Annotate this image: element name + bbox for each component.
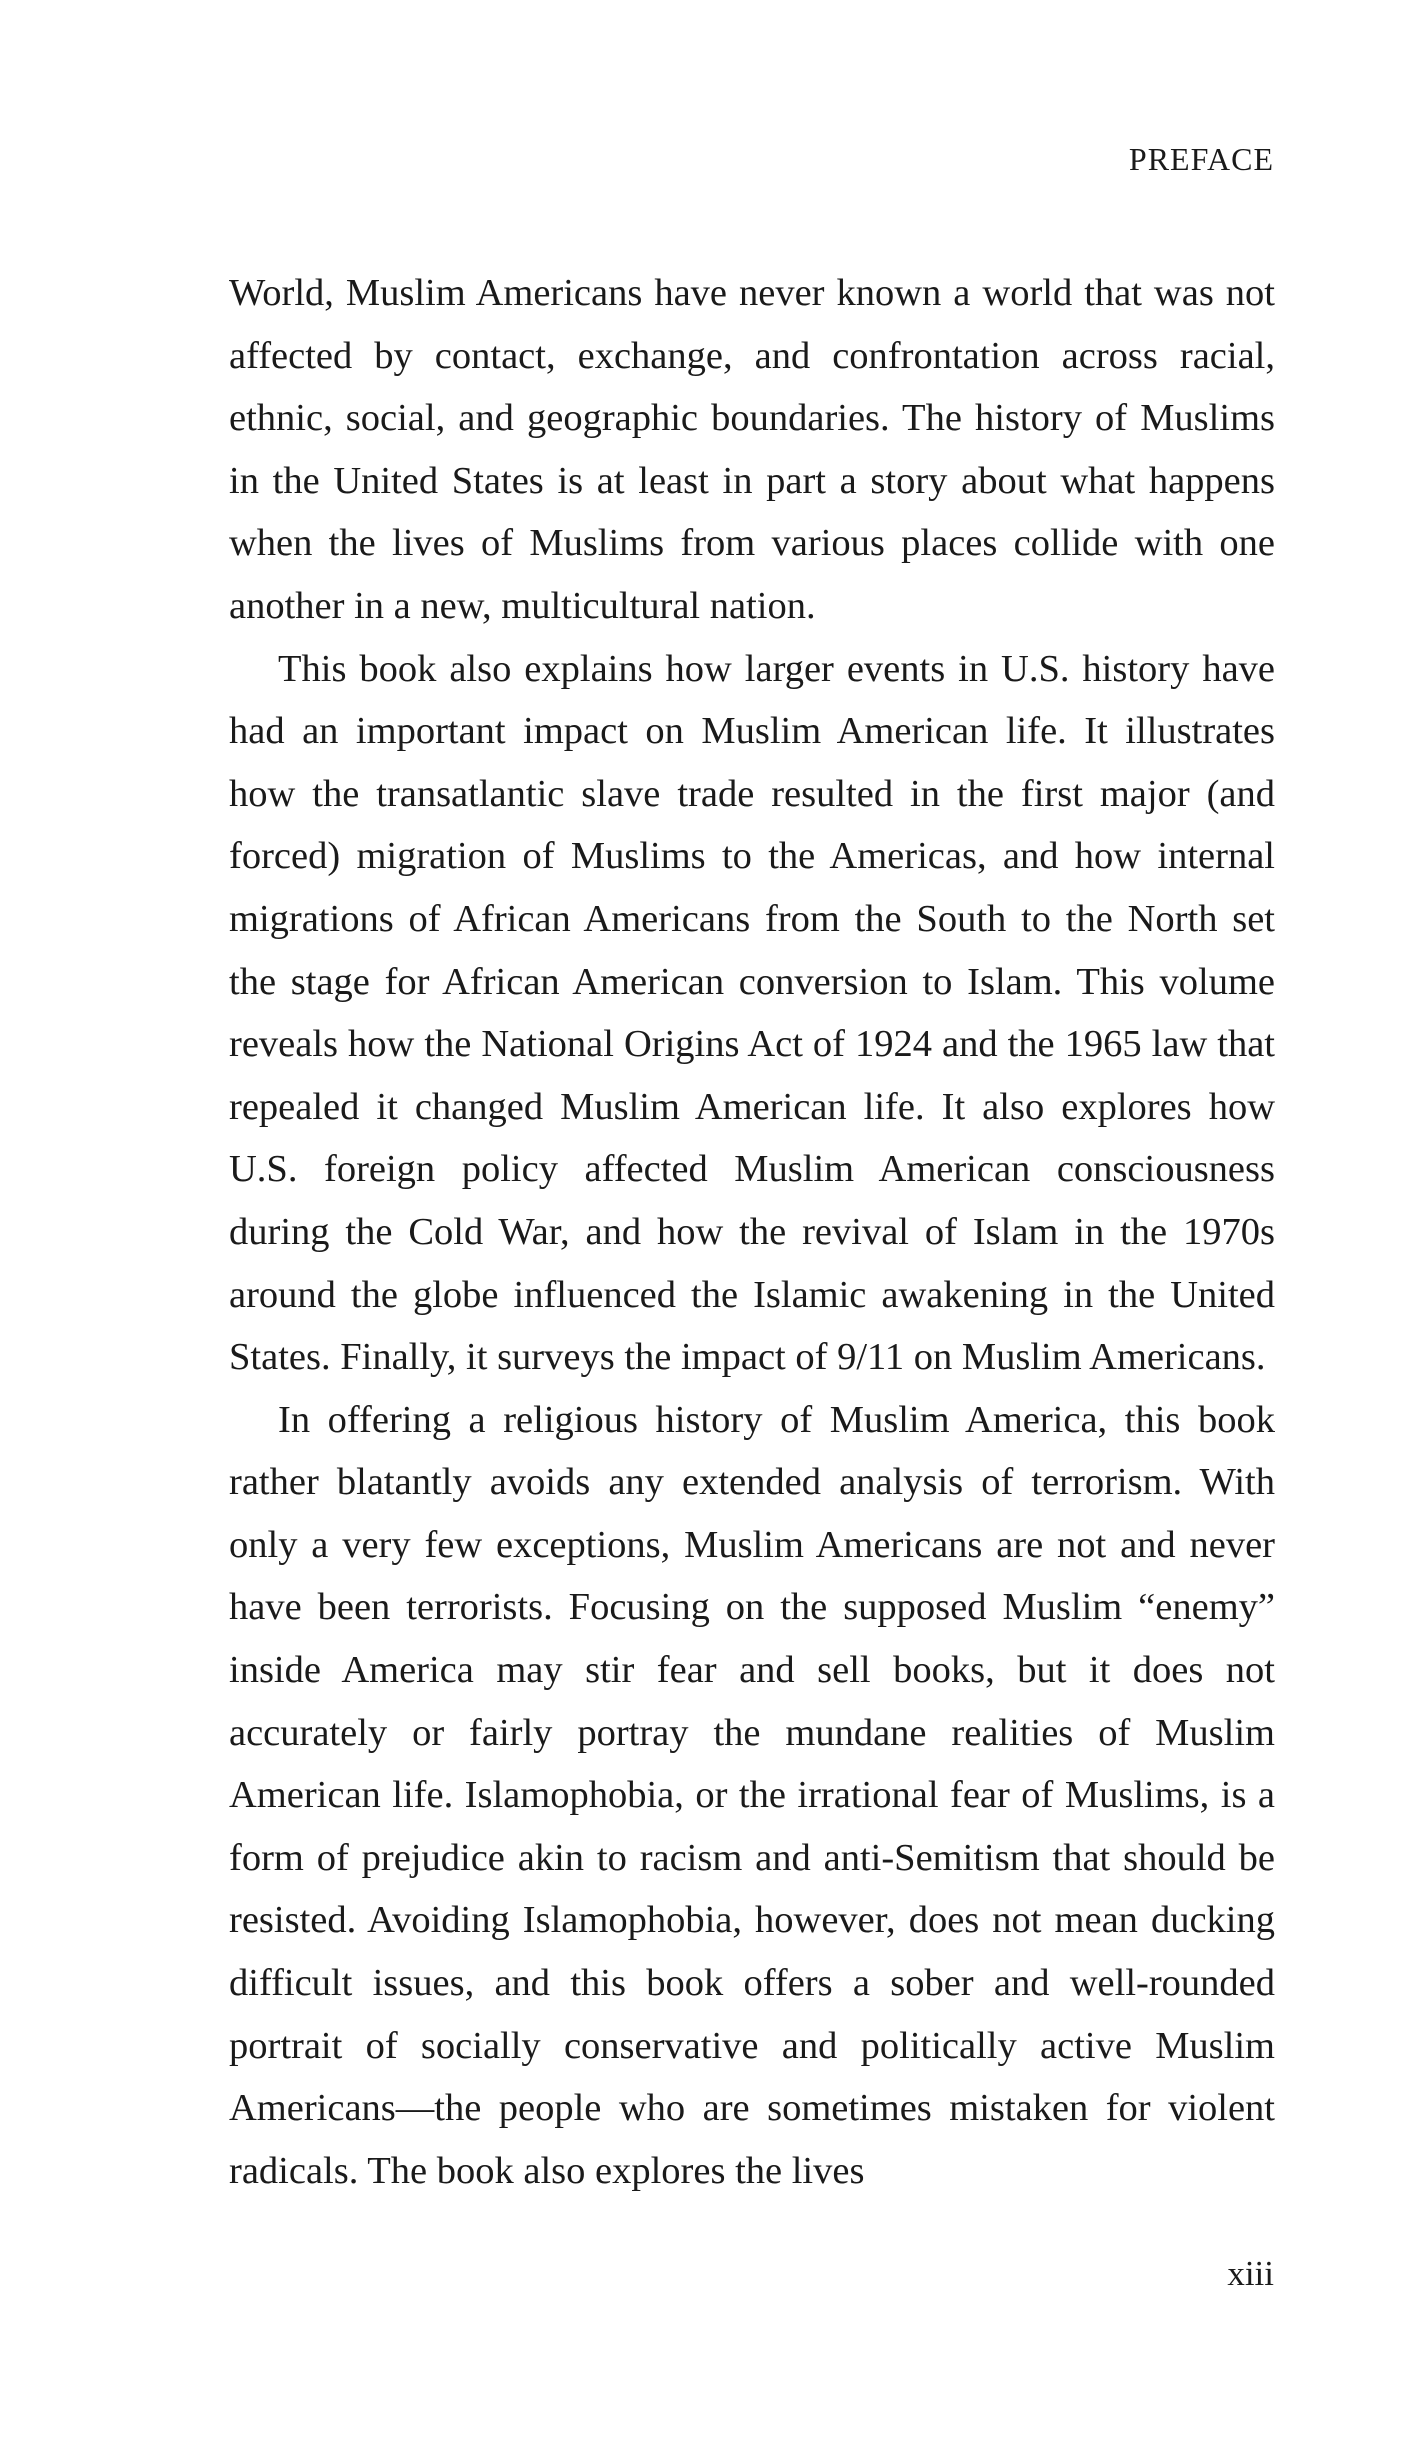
paragraph-terrorism: In offering a religious history of Muslim America, this book rather blatantly avoids any extended analysis of terrorism. With only a very few exceptions, Muslim Americans are not and never have been terrorists. Focusing on the supposed Muslim “enemy” inside America may stir fear and sell books, but it does not accurately or fairly portray the mundane realities of Muslim American life. Islamophobia, or the irrational fear of Muslims, is a form of prejudice akin to racism and anti-Semitism that should be resisted. Avoiding Islamophobia, however, does not mean ducking difficult issues, and this book offers a sober and well-rounded portrait of socially conservative and politically active Muslim Americans—the people who are sometimes mistaken for violent radicals. The book also explores the lives <box>229 1398 1275 2192</box>
paragraph-continued: World, Muslim Americans have never known a world that was not affected by contact, exchange, and confrontation across racial, ethnic, social, and geographic boundaries. The history of Muslims in the United States is at least in part a story about what happens when the lives of Muslims from various places collide with one another in a new, multicultural nation. <box>229 272 1275 627</box>
page-number: xiii <box>1227 2254 1274 2293</box>
body-text <box>229 262 1275 2202</box>
running-head: PREFACE <box>1128 141 1274 177</box>
paragraph-us-history: This book also explains how larger events in U.S. history have had an important impact on Muslim American life. It illustrates how the transatlantic slave trade resulted in the first major (and forced) migration of Muslims to the Americas, and how internal migrations of African Americans from the South to the North set the stage for African American conversion to Islam. This volume reveals how the National Origins Act of 1924 and the 1965 law that repealed it changed Muslim American life. It also explores how U.S. foreign policy affected Muslim American consciousness during the Cold War, and how the revival of Islam in the 1970s around the globe influenced the Islamic awakening in the United States. Finally, it surveys the impact of 9/11 on Muslim Americans. <box>229 647 1275 1379</box>
